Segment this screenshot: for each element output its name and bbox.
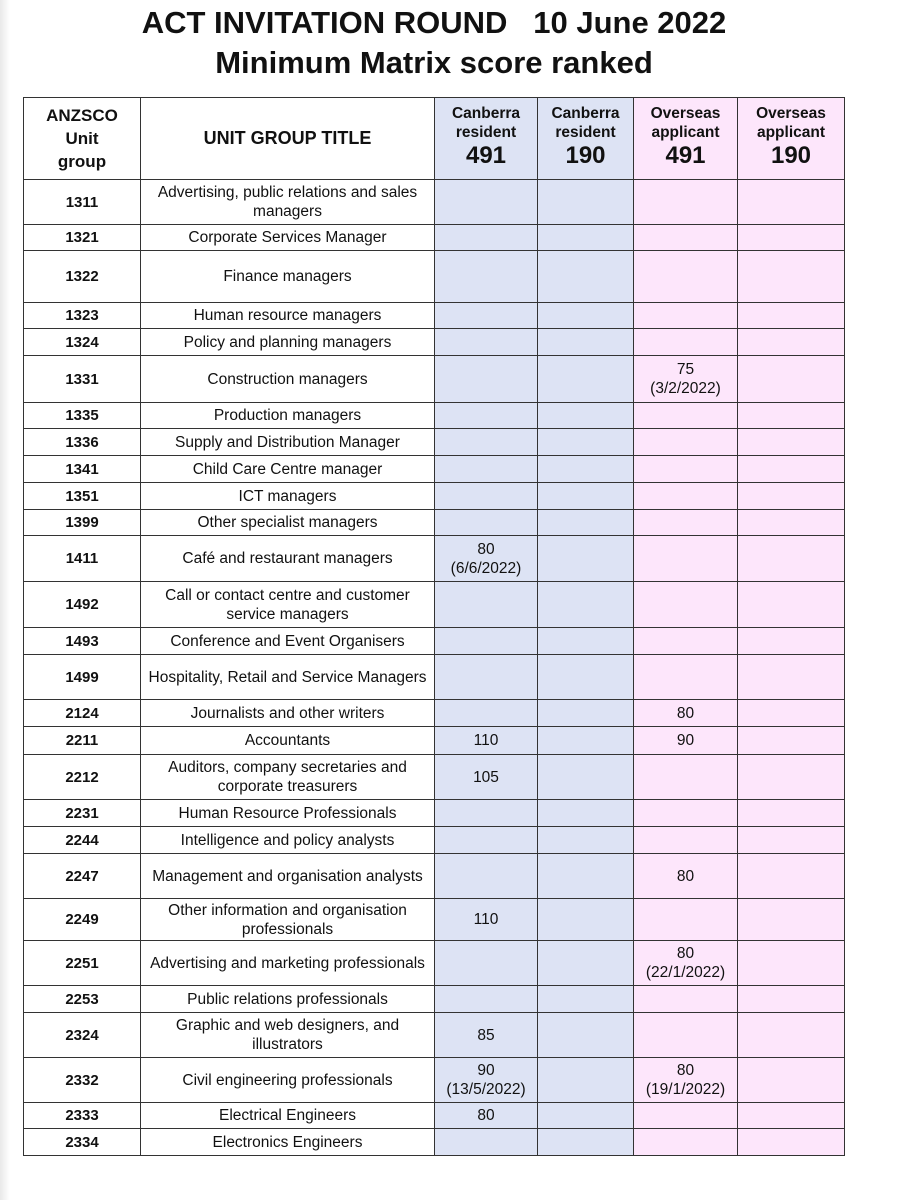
- table-row: [24, 941, 845, 986]
- header-overseas-491: [634, 98, 738, 180]
- overseas-491-cell: [634, 536, 738, 582]
- overseas-491-cell: [634, 251, 738, 303]
- table-row: [24, 403, 845, 429]
- unit-group-title-cell: Intelligence and policy analysts: [141, 827, 435, 854]
- overseas-491-cell: 75 (3/2/2022): [634, 356, 738, 403]
- canberra-491-cell: 80 (6/6/2022): [435, 536, 538, 582]
- canberra-190-cell: [538, 329, 634, 356]
- canberra-190-cell: [538, 483, 634, 510]
- unit-group-title-cell: Electronics Engineers: [141, 1129, 435, 1156]
- header-col4-line1: Overseas: [756, 105, 826, 122]
- anzsco-code-cell: 2231: [24, 800, 141, 827]
- canberra-190-cell: [538, 854, 634, 899]
- anzsco-code-cell: 2212: [24, 755, 141, 800]
- header-canberra-190: [538, 98, 634, 180]
- header-col3-number: 491: [665, 142, 706, 169]
- table-row: [24, 727, 845, 755]
- overseas-491-cell: [634, 628, 738, 655]
- anzsco-code-cell: 2249: [24, 899, 141, 941]
- table-row: [24, 755, 845, 800]
- overseas-190-cell: [738, 1058, 845, 1103]
- overseas-491-cell: [634, 1013, 738, 1058]
- overseas-491-cell: [634, 456, 738, 483]
- unit-group-title-cell: Electrical Engineers: [141, 1103, 435, 1129]
- anzsco-code-cell: 1321: [24, 225, 141, 251]
- table-row: [24, 628, 845, 655]
- overseas-190-cell: [738, 429, 845, 456]
- canberra-190-cell: [538, 356, 634, 403]
- table-row: [24, 1058, 845, 1103]
- canberra-190-cell: [538, 403, 634, 429]
- overseas-190-cell: [738, 854, 845, 899]
- canberra-190-cell: [538, 755, 634, 800]
- unit-group-title-cell: Finance managers: [141, 251, 435, 303]
- canberra-190-cell: [538, 536, 634, 582]
- overseas-491-cell: [634, 899, 738, 941]
- overseas-491-cell: [634, 180, 738, 225]
- header-col2-line2: resident: [555, 124, 616, 141]
- canberra-491-cell: [435, 986, 538, 1013]
- overseas-190-cell: [738, 655, 845, 700]
- overseas-190-cell: [738, 700, 845, 727]
- anzsco-code-cell: 1341: [24, 456, 141, 483]
- header-anzsco-line3: group: [57, 152, 107, 171]
- overseas-190-cell: [738, 356, 845, 403]
- canberra-190-cell: [538, 941, 634, 986]
- table-row: [24, 986, 845, 1013]
- table-row: [24, 329, 845, 356]
- overseas-491-cell: [634, 827, 738, 854]
- canberra-491-cell: [435, 225, 538, 251]
- anzsco-code-cell: 1323: [24, 303, 141, 329]
- canberra-491-cell: 80: [435, 1103, 538, 1129]
- overseas-491-cell: 80 (19/1/2022): [634, 1058, 738, 1103]
- table-row: [24, 1013, 845, 1058]
- anzsco-code-cell: 1311: [24, 180, 141, 225]
- table-row: [24, 700, 845, 727]
- table-row: [24, 854, 845, 899]
- header-col4-line2: applicant: [756, 124, 826, 141]
- overseas-491-cell: [634, 1129, 738, 1156]
- unit-group-title-cell: Management and organisation analysts: [141, 854, 435, 899]
- canberra-190-cell: [538, 429, 634, 456]
- canberra-190-cell: [538, 700, 634, 727]
- canberra-190-cell: [538, 628, 634, 655]
- unit-group-title-cell: Civil engineering professionals: [141, 1058, 435, 1103]
- header-col1-line2: resident: [455, 124, 517, 141]
- anzsco-code-cell: 1399: [24, 510, 141, 536]
- unit-group-title-cell: Advertising and marketing professionals: [141, 941, 435, 986]
- canberra-491-cell: 110: [435, 727, 538, 755]
- unit-group-title-cell: Other specialist managers: [141, 510, 435, 536]
- canberra-190-cell: [538, 1013, 634, 1058]
- anzsco-code-cell: 1411: [24, 536, 141, 582]
- page-subtitle: Minimum Matrix score ranked: [215, 45, 653, 80]
- unit-group-title-cell: Conference and Event Organisers: [141, 628, 435, 655]
- canberra-491-cell: [435, 456, 538, 483]
- canberra-190-cell: [538, 1103, 634, 1129]
- anzsco-code-cell: 2332: [24, 1058, 141, 1103]
- overseas-190-cell: [738, 1013, 845, 1058]
- canberra-491-cell: [435, 700, 538, 727]
- overseas-190-cell: [738, 582, 845, 628]
- overseas-190-cell: [738, 329, 845, 356]
- header-anzsco: [24, 98, 141, 180]
- matrix-score-table: [23, 97, 845, 1156]
- overseas-190-cell: [738, 510, 845, 536]
- header-overseas-190: [738, 98, 845, 180]
- canberra-190-cell: [538, 986, 634, 1013]
- canberra-190-cell: [538, 303, 634, 329]
- overseas-491-cell: 80 (22/1/2022): [634, 941, 738, 986]
- canberra-491-cell: [435, 429, 538, 456]
- overseas-491-cell: [634, 800, 738, 827]
- canberra-491-cell: [435, 510, 538, 536]
- anzsco-code-cell: 1324: [24, 329, 141, 356]
- overseas-491-cell: 80: [634, 700, 738, 727]
- unit-group-title-cell: Policy and planning managers: [141, 329, 435, 356]
- unit-group-title-cell: Journalists and other writers: [141, 700, 435, 727]
- overseas-190-cell: [738, 755, 845, 800]
- canberra-491-cell: 85: [435, 1013, 538, 1058]
- overseas-190-cell: [738, 727, 845, 755]
- anzsco-code-cell: 2253: [24, 986, 141, 1013]
- overseas-491-cell: [634, 403, 738, 429]
- canberra-190-cell: [538, 800, 634, 827]
- page-shadow: [0, 0, 10, 1200]
- canberra-491-cell: 105: [435, 755, 538, 800]
- header-col1-line1: Canberra: [451, 105, 521, 122]
- header-unit-group-title: UNIT GROUP TITLE: [141, 98, 435, 180]
- overseas-190-cell: [738, 180, 845, 225]
- unit-group-title-cell: Hospitality, Retail and Service Managers: [141, 655, 435, 700]
- unit-group-title-cell: ICT managers: [141, 483, 435, 510]
- overseas-491-cell: 90: [634, 727, 738, 755]
- overseas-491-cell: 80: [634, 854, 738, 899]
- overseas-491-cell: [634, 483, 738, 510]
- overseas-190-cell: [738, 1103, 845, 1129]
- canberra-491-cell: [435, 941, 538, 986]
- anzsco-code-cell: 2124: [24, 700, 141, 727]
- canberra-491-cell: [435, 303, 538, 329]
- overseas-190-cell: [738, 225, 845, 251]
- overseas-190-cell: [738, 536, 845, 582]
- table-header-row: [24, 98, 845, 180]
- anzsco-code-cell: 2334: [24, 1129, 141, 1156]
- canberra-190-cell: [538, 251, 634, 303]
- canberra-491-cell: [435, 854, 538, 899]
- unit-group-title-cell: Corporate Services Manager: [141, 225, 435, 251]
- canberra-190-cell: [538, 899, 634, 941]
- canberra-491-cell: [435, 483, 538, 510]
- anzsco-code-cell: 1492: [24, 582, 141, 628]
- table-row: [24, 582, 845, 628]
- canberra-190-cell: [538, 827, 634, 854]
- overseas-190-cell: [738, 986, 845, 1013]
- table-row: [24, 510, 845, 536]
- canberra-491-cell: [435, 403, 538, 429]
- table-row: [24, 303, 845, 329]
- canberra-190-cell: [538, 456, 634, 483]
- header-col4-number: 190: [770, 142, 812, 169]
- overseas-491-cell: [634, 329, 738, 356]
- anzsco-code-cell: 2333: [24, 1103, 141, 1129]
- anzsco-code-cell: 1336: [24, 429, 141, 456]
- anzsco-code-cell: 2211: [24, 727, 141, 755]
- table-row: [24, 483, 845, 510]
- overseas-190-cell: [738, 456, 845, 483]
- overseas-190-cell: [738, 1129, 845, 1156]
- overseas-190-cell: [738, 628, 845, 655]
- overseas-491-cell: [634, 1103, 738, 1129]
- table-row: [24, 1103, 845, 1129]
- unit-group-title-cell: Child Care Centre manager: [141, 456, 435, 483]
- canberra-190-cell: [538, 180, 634, 225]
- anzsco-code-cell: 1322: [24, 251, 141, 303]
- canberra-190-cell: [538, 510, 634, 536]
- table-row: [24, 429, 845, 456]
- canberra-491-cell: 110: [435, 899, 538, 941]
- header-col2-number: 190: [565, 142, 606, 169]
- overseas-190-cell: [738, 403, 845, 429]
- canberra-491-cell: [435, 800, 538, 827]
- overseas-190-cell: [738, 800, 845, 827]
- table-row: [24, 899, 845, 941]
- table-row: [24, 827, 845, 854]
- unit-group-title-cell: Other information and organisation professionals: [141, 899, 435, 941]
- unit-group-title-cell: Advertising, public relations and sales managers: [141, 180, 435, 225]
- header-canberra-491: [435, 98, 538, 180]
- header-col3-line2: applicant: [651, 124, 720, 141]
- overseas-491-cell: [634, 582, 738, 628]
- anzsco-code-cell: 2251: [24, 941, 141, 986]
- canberra-190-cell: [538, 727, 634, 755]
- canberra-190-cell: [538, 1129, 634, 1156]
- overseas-491-cell: [634, 225, 738, 251]
- canberra-491-cell: [435, 827, 538, 854]
- overseas-190-cell: [738, 251, 845, 303]
- canberra-491-cell: [435, 1129, 538, 1156]
- anzsco-code-cell: 1493: [24, 628, 141, 655]
- unit-group-title-cell: Public relations professionals: [141, 986, 435, 1013]
- overseas-491-cell: [634, 755, 738, 800]
- anzsco-code-cell: 2244: [24, 827, 141, 854]
- table-row: [24, 225, 845, 251]
- anzsco-code-cell: 1499: [24, 655, 141, 700]
- header-anzsco-line1: ANZSCO: [46, 106, 118, 125]
- canberra-190-cell: [538, 582, 634, 628]
- unit-group-title-cell: Production managers: [141, 403, 435, 429]
- header-col2-line1: Canberra: [551, 105, 620, 122]
- canberra-491-cell: [435, 655, 538, 700]
- unit-group-title-cell: Graphic and web designers, and illustrators: [141, 1013, 435, 1058]
- canberra-190-cell: [538, 1058, 634, 1103]
- overseas-491-cell: [634, 429, 738, 456]
- canberra-491-cell: [435, 356, 538, 403]
- overseas-190-cell: [738, 899, 845, 941]
- canberra-491-cell: [435, 329, 538, 356]
- canberra-491-cell: 90 (13/5/2022): [435, 1058, 538, 1103]
- anzsco-code-cell: 1335: [24, 403, 141, 429]
- unit-group-title-cell: Accountants: [141, 727, 435, 755]
- table-row: [24, 800, 845, 827]
- canberra-491-cell: [435, 628, 538, 655]
- overseas-491-cell: [634, 655, 738, 700]
- table-row: [24, 356, 845, 403]
- canberra-190-cell: [538, 225, 634, 251]
- header-col1-number: 491: [465, 142, 507, 169]
- header-anzsco-line2: Unit: [65, 129, 99, 148]
- header-col3-line1: Overseas: [650, 105, 721, 122]
- unit-group-title-cell: Auditors, company secretaries and corporate treasurers: [141, 755, 435, 800]
- anzsco-code-cell: 2247: [24, 854, 141, 899]
- anzsco-code-cell: 1331: [24, 356, 141, 403]
- overseas-190-cell: [738, 827, 845, 854]
- overseas-491-cell: [634, 986, 738, 1013]
- unit-group-title-cell: Café and restaurant managers: [141, 536, 435, 582]
- canberra-190-cell: [538, 655, 634, 700]
- table-row: [24, 456, 845, 483]
- table-row: [24, 536, 845, 582]
- overseas-190-cell: [738, 941, 845, 986]
- unit-group-title-cell: Construction managers: [141, 356, 435, 403]
- anzsco-code-cell: 1351: [24, 483, 141, 510]
- unit-group-title-cell: Human Resource Professionals: [141, 800, 435, 827]
- page-title: ACT INVITATION ROUND 10 June 2022: [141, 5, 727, 40]
- table-row: [24, 655, 845, 700]
- overseas-190-cell: [738, 483, 845, 510]
- canberra-491-cell: [435, 582, 538, 628]
- canberra-491-cell: [435, 251, 538, 303]
- table-row: [24, 251, 845, 303]
- unit-group-title-cell: Call or contact centre and customer service managers: [141, 582, 435, 628]
- table-row: [24, 180, 845, 225]
- overseas-190-cell: [738, 303, 845, 329]
- overseas-491-cell: [634, 510, 738, 536]
- unit-group-title-cell: Supply and Distribution Manager: [141, 429, 435, 456]
- table-row: [24, 1129, 845, 1156]
- canberra-491-cell: [435, 180, 538, 225]
- anzsco-code-cell: 2324: [24, 1013, 141, 1058]
- overseas-491-cell: [634, 303, 738, 329]
- unit-group-title-cell: Human resource managers: [141, 303, 435, 329]
